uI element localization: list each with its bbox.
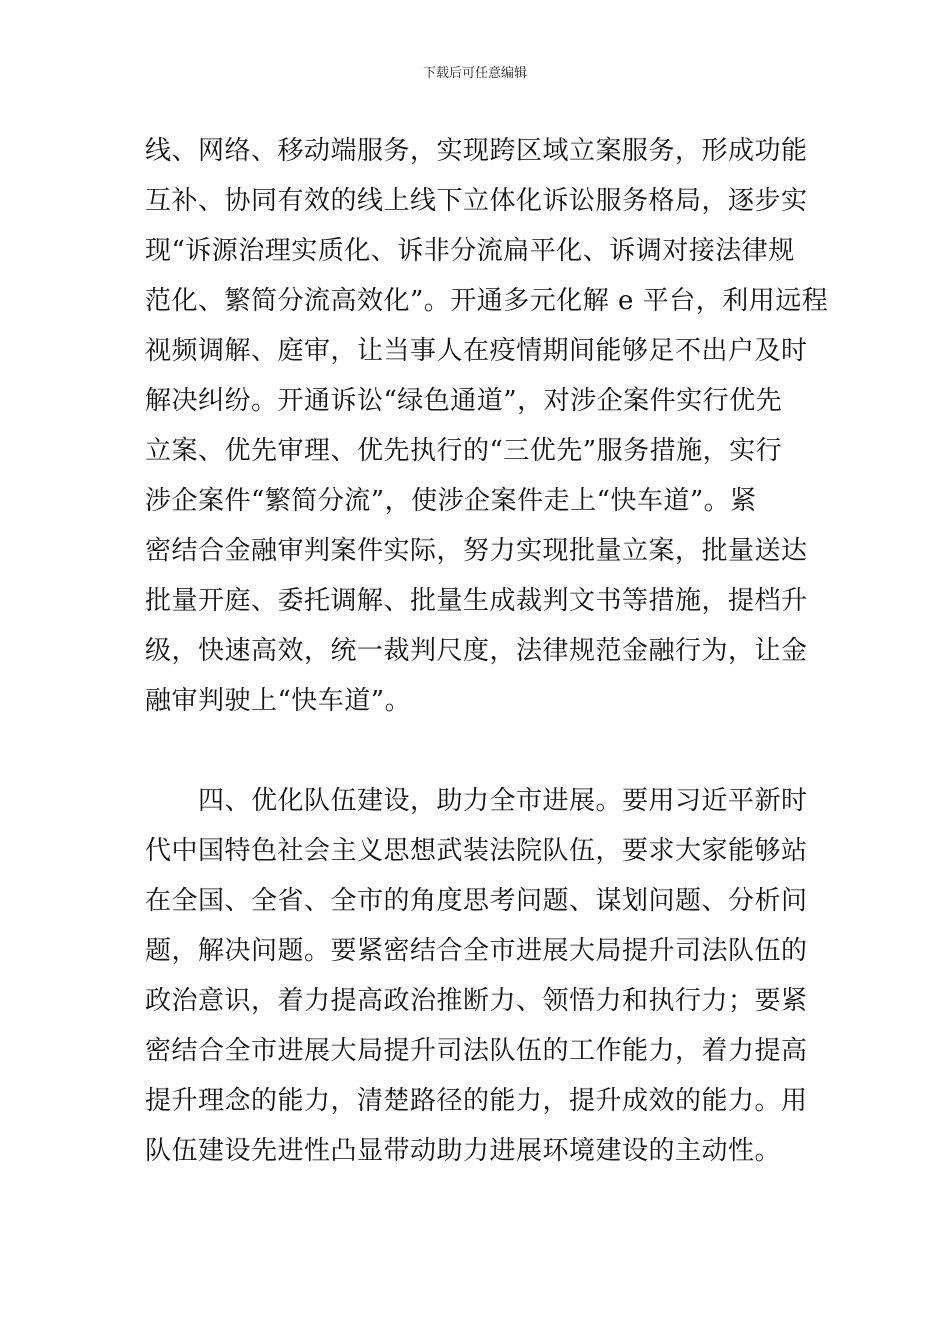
text-line: 视频调解、庭审，让当事人在疫情期间能够足不出户及时 bbox=[145, 336, 808, 366]
text-line: 密结合全市进展大局提升司法队伍的工作能力，着力提高 bbox=[145, 1036, 808, 1066]
text-line: 立案、优先审理、优先执行的“三优先”服务措施，实行 bbox=[145, 436, 783, 466]
text-line: 政治意识，着力提高政治推断力、领悟力和执行力；要紧 bbox=[145, 986, 808, 1016]
text-line: 队伍建设先进性凸显带动助力进展环境建设的主动性。 bbox=[145, 1136, 782, 1166]
text-line: 批量开庭、委托调解、批量生成裁判文书等措施，提档升 bbox=[145, 586, 808, 616]
text-line: 题，解决问题。要紧密结合全市进展大局提升司法队伍的 bbox=[145, 936, 808, 966]
text-line: 融审判驶上“快车道”。 bbox=[145, 686, 412, 716]
paragraph bbox=[145, 776, 807, 1176]
text-line: 线、网络、移动端服务，实现跨区域立案服务，形成功能 bbox=[145, 136, 808, 166]
text-line: 提升理念的能力，清楚路径的能力，提升成效的能力。用 bbox=[145, 1086, 808, 1116]
text-line: 密结合金融审判案件实际，努力实现批量立案，批量送达 bbox=[145, 536, 808, 566]
paragraph bbox=[145, 126, 829, 726]
page-header: 下载后可任意编辑 bbox=[422, 66, 527, 81]
text-line: 代中国特色社会主义思想武装法院队伍，要求大家能够站 bbox=[145, 836, 808, 866]
text-line: 范化、繁简分流高效化”。开通多元化解 e 平台，利用远程 bbox=[145, 286, 829, 316]
text-line: 四、优化队伍建设，助力全市进展。要用习近平新时 bbox=[145, 786, 808, 816]
text-line: 互补、协同有效的线上线下立体化诉讼服务格局，逐步实 bbox=[145, 186, 808, 216]
text-line: 解决纠纷。开通诉讼“绿色通道”，对涉企案件实行优先 bbox=[145, 386, 783, 416]
text-line: 级，快速高效，统一裁判尺度，法律规范金融行为，让金 bbox=[145, 636, 808, 666]
text-line: 现“诉源治理实质化、诉非分流扁平化、诉调对接法律规 bbox=[145, 236, 795, 266]
text-line: 涉企案件“繁简分流”，使涉企案件走上“快车道”。紧 bbox=[145, 486, 757, 516]
text-line: 在全国、全省、全市的角度思考问题、谋划问题、分析问 bbox=[145, 886, 808, 916]
